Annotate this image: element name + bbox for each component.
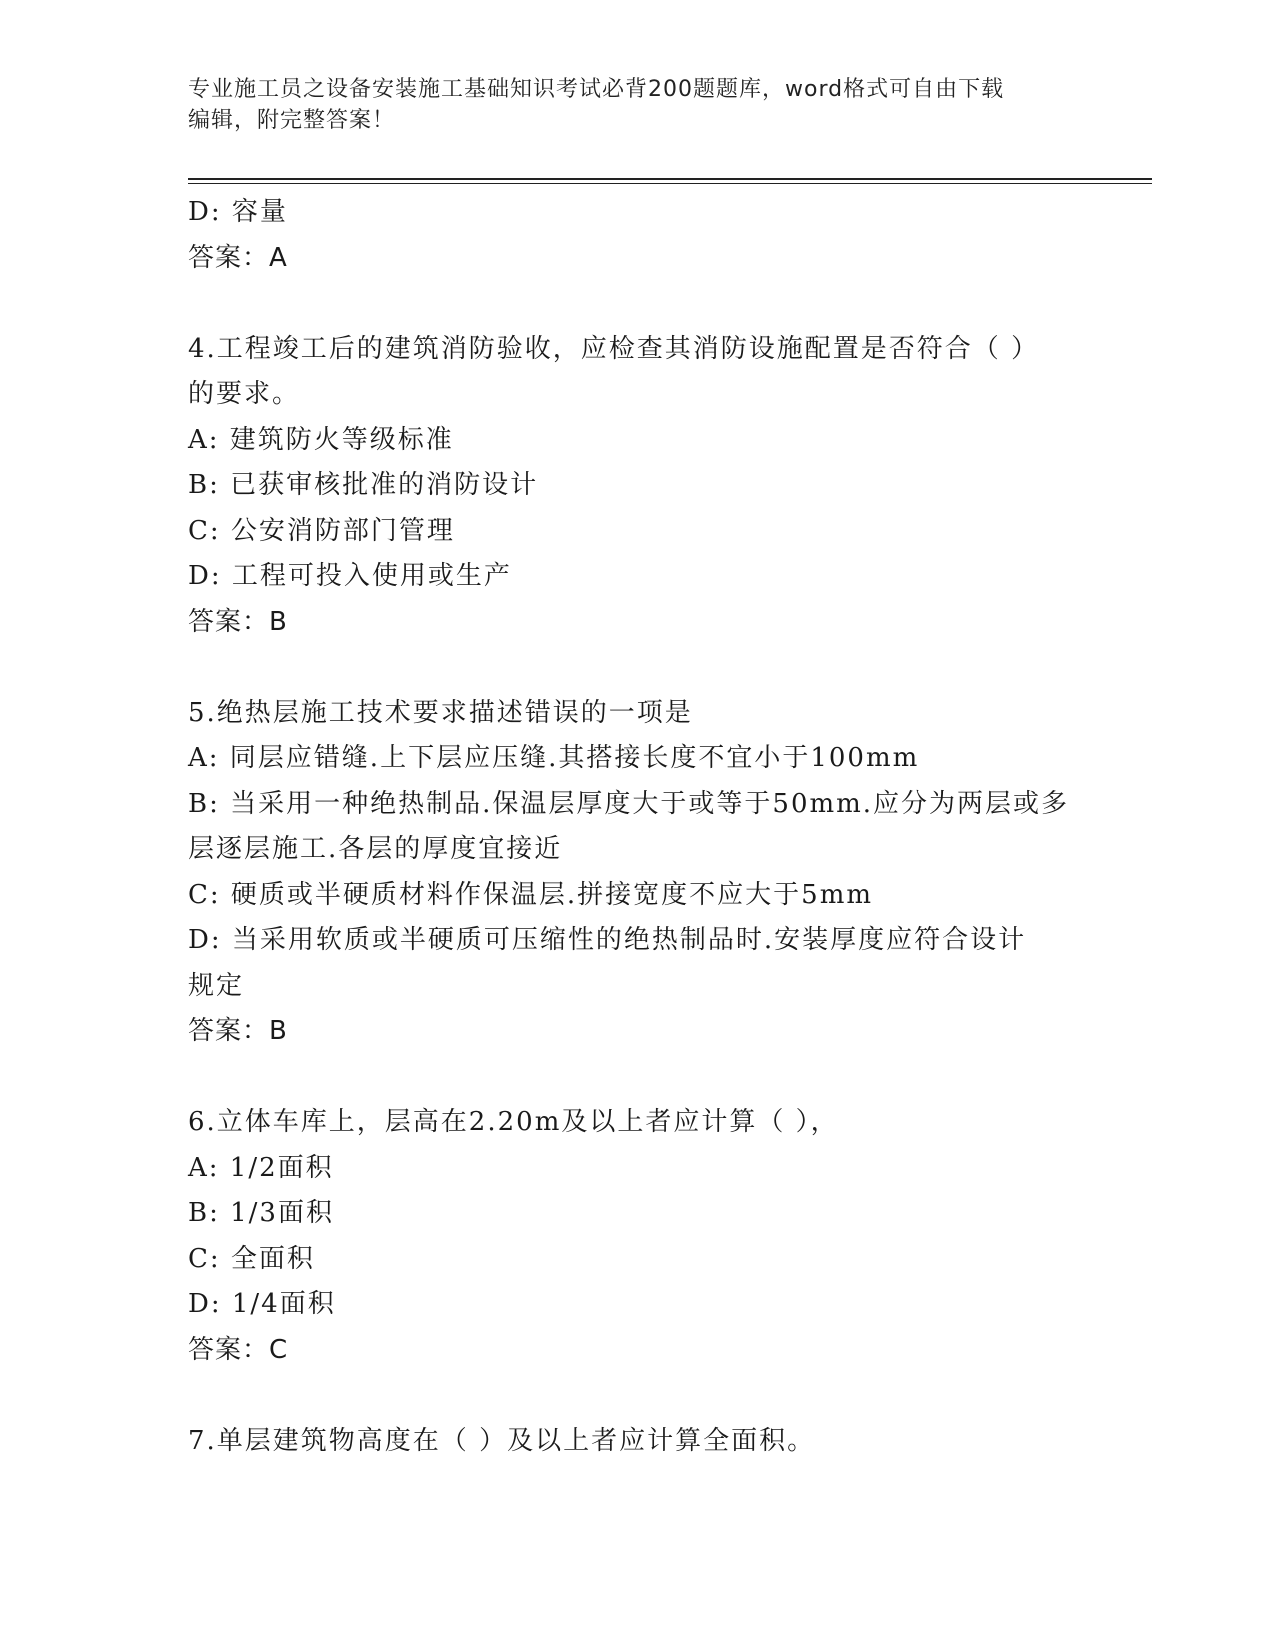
option-d: D: 当采用软质或半硬质可压缩性的绝热制品时.安装厚度应符合设计: [188, 925, 1027, 955]
header-title-line-2: 编辑，附完整答案！: [188, 108, 396, 133]
option-b: B: 当采用一种绝热制品.保温层厚度大于或等于50mm.应分为两层或多: [188, 788, 1070, 819]
question-5: [188, 691, 1088, 1055]
question-4: [188, 327, 1088, 646]
question-6: [188, 1100, 1088, 1373]
question-stem: 7.单层建筑物高度在（ ）及以上者应计算全面积。: [188, 1425, 816, 1456]
option-d: D: 容量: [188, 197, 288, 227]
answer-text: 答案：B: [188, 1016, 288, 1046]
answer-text: 答案：A: [188, 242, 288, 273]
question-stem-continued: 的要求。: [188, 379, 301, 409]
spacer: [188, 1373, 1088, 1419]
option-c: C: 全面积: [188, 1243, 315, 1274]
question-7: [188, 1419, 1088, 1465]
option-b: B: 已获审核批准的消防设计: [188, 470, 539, 500]
header-title-line-1: 专业施工员之设备安装施工基础知识考试必背200题题库，word格式可自由下载: [188, 77, 1005, 102]
spacer: [188, 645, 1088, 691]
header-divider-thick: [188, 178, 1152, 180]
option-a: A: 建筑防火等级标准: [188, 424, 454, 455]
option-d: D: 工程可投入使用或生产: [188, 561, 512, 591]
option-b: B: 1/3面积: [188, 1198, 334, 1228]
header-divider-thin: [188, 183, 1152, 184]
option-c: C: 公安消防部门管理: [188, 515, 455, 546]
document-header: [188, 74, 1088, 136]
spacer: [188, 281, 1088, 327]
option-d-continued: 规定: [188, 970, 245, 1001]
answer-text: 答案：C: [188, 1334, 289, 1365]
option-d: D: 1/4面积: [188, 1289, 336, 1319]
spacer: [188, 1055, 1088, 1101]
question-stem: 5.绝热层施工技术要求描述错误的一项是: [188, 697, 693, 728]
question-list: [188, 190, 1088, 1464]
question-stem: 6.立体车库上，层高在2.20m及以上者应计算（ ），: [188, 1107, 839, 1137]
option-a: A: 同层应错缝.上下层应压缝.其搭接长度不宜小于100mm: [188, 743, 920, 773]
option-c: C: 硬质或半硬质材料作保温层.拼接宽度不应大于5mm: [188, 879, 874, 910]
question-3-tail: [188, 190, 1088, 281]
question-stem: 4.工程竣工后的建筑消防验收，应检查其消防设施配置是否符合（ ）: [188, 333, 1040, 364]
option-a: A: 1/2面积: [188, 1152, 334, 1183]
option-b-continued: 层逐层施工.各层的厚度宜接近: [188, 834, 563, 864]
answer-text: 答案：B: [188, 606, 288, 637]
